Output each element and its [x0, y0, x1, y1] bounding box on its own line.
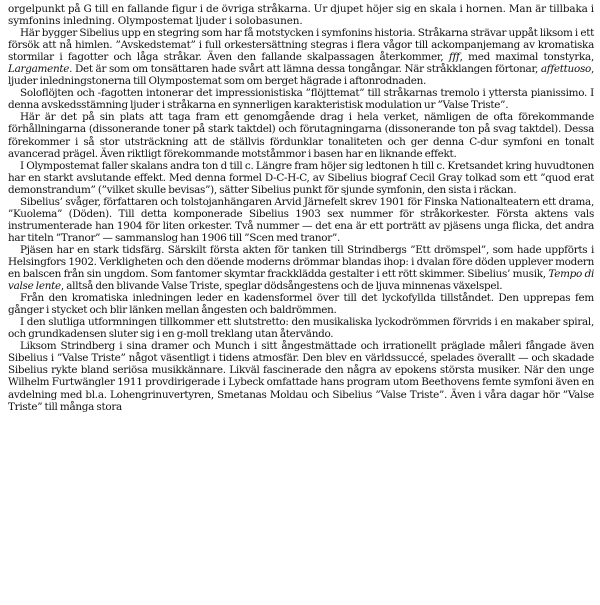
- paragraph: [8, 3, 594, 27]
- text-segment: Liksom Strindberg i sina dramer och Munch i sitt ångestmättade och irrationellt präglade måleri fångade även Sibelius i ”Valse Triste” något väsentligt i tidens atmosfär. Den blev en världssuccé, spelades överallt — och skadade Sibelius rykte bland seriösa musikkännare. Likväl fascinerade den några av epokens största musiker. När den unge Wilhelm Furtwängler 1911 provdirigerade i Lybeck omfattade hans program utom Beethovens femte symfoni även en avdelning med bl.a. Lohengrinuvertyren, Smetanas Moldau och Sibelius ”Valse Triste”. Även i våra dagar hör ”Valse Triste” till många stora: [8, 340, 594, 413]
- text-segment: Här bygger Sibelius upp en stegring som har få motstycken i symfonins historia. Stråkarna strävar uppåt liksom i ett försök att nå himlen. ”Avskedstemat” i full orkestersättning stegras i flera vågor till ackompanjemang av kromatiska stormilar i fagotter och låga stråkar. Även den fallande skalpassagen återkommer,: [8, 27, 594, 64]
- text-segment: orgelpunkt på G till en fallande figur i de övriga stråkarna. Ur djupet höjer sig en skala i hornen. Man är tillbaka i symfonins inledning. Olympostemat ljuder i solobasunen.: [8, 3, 594, 28]
- text-segment: Här är det på sin plats att taga fram ett genomgående drag i hela verket, nämligen de ofta förekommande förhållningarna (dissonerande toner på stark taktdel) och förutagningarna (dissonerande ton på svag taktdel). Dessa förekommer i så stor utsträckning att de ställvis fördunklar tonaliteten och ger denna C-dur symfoni en tonalt avancerad prägel. Även riktligt förekommande motståmmor i basen har en liknande effekt.: [8, 111, 594, 160]
- text-segment: , med maximal tonstyrka,: [459, 51, 594, 64]
- paragraph: [8, 27, 594, 87]
- paragraph: [8, 111, 594, 159]
- paragraph: [8, 244, 594, 292]
- text-segment: , ljuder inledningstonerna till Olympostemat som om berget hägrade i aftonrodnaden.: [8, 63, 594, 88]
- paragraph: [8, 340, 594, 412]
- text-segment: I den slutliga utformningen tillkommer ett slutstretto: den musikaliska lyckodrömmen förvrids i en makaber spiral, och grundkadensen sluter sig i en g-moll treklang utan återvändo.: [8, 316, 594, 341]
- tempo-marking: Tempo di valse lente: [8, 268, 594, 293]
- paragraph: [8, 196, 594, 244]
- text-segment: I Olympostemat faller skalans andra ton d till c. Längre fram höjer sig ledtonen h till c. Kretsandet kring huvudtonen har en starkt avslutande effekt. Med denna formel D-C-H-C, av Sibelius biograf Cecil Gray tolkad som ett ”quod erat demonstrandum” (”vilket skulle bevisas”), sätter Sibelius punkt för sjunde symfonin, den sista i räckan.: [8, 159, 594, 196]
- expression-marking: affettuoso: [540, 63, 591, 76]
- paragraph: [8, 316, 594, 340]
- paragraph: [8, 160, 594, 196]
- paragraph: [8, 87, 594, 111]
- tempo-marking: Largamente: [8, 63, 70, 76]
- paragraph: [8, 292, 594, 316]
- text-segment: Sibelius’ svåger, författaren och tolstojanhängaren Arvid Järnefelt skrev 1901 för Finska Nationalteatern ett drama, ”Kuolema” (Döden). Till detta komponerade Sibelius 1903 sex nummer för stråkorkester. Första aktens vals instrumenterade han 1904 för liten orkester. Två nummer — det ena är ett porträtt av pjäsens unga flicka, det andra har titeln ”Tranor” — sammanslog han 1906 till ”Scen med tranor”.: [8, 195, 594, 244]
- text-segment: . Det är som om tonsättaren hade svårt att lämna dessa tongångar. När stråkklangen förtonar,: [69, 63, 541, 76]
- text-segment: Från den kromatiska inledningen leder en kadensformel över till det lyckofyllda tillståndet. Den upprepas fem gånger i stycket och blir länken mellan ångesten och baldrömmen.: [8, 292, 594, 317]
- text-segment: Pjäsen har en stark tidsfärg. Särskilt första akten för tanken till Strindbergs ”Ett drömspel”, som hade uppförts i Helsingfors 1902. Verkligheten och den döende moderns drömmar blandas ihop: i dvalan före döden upplever modern en balscen från sin ungdom. Som fantomer skymtar frackklädda gestalter i ett rött skimmer. Sibelius’ musik,: [8, 243, 594, 281]
- text-segment: , alltså den blivande Valse Triste, speglar dödsångestens och de ljuva minnenas växelspel.: [60, 280, 503, 293]
- text-segment: Soloflöjten och -fagotten intonerar det impressionistiska ”flöjttemat” till stråkarnas tremolo i yttersta pianissimo. I denna avskedsstämning ljuder i stråkarna en synnerligen karakteristisk modulation ur ”Valse Triste”.: [8, 87, 594, 112]
- dynamic-marking: fff: [448, 51, 460, 64]
